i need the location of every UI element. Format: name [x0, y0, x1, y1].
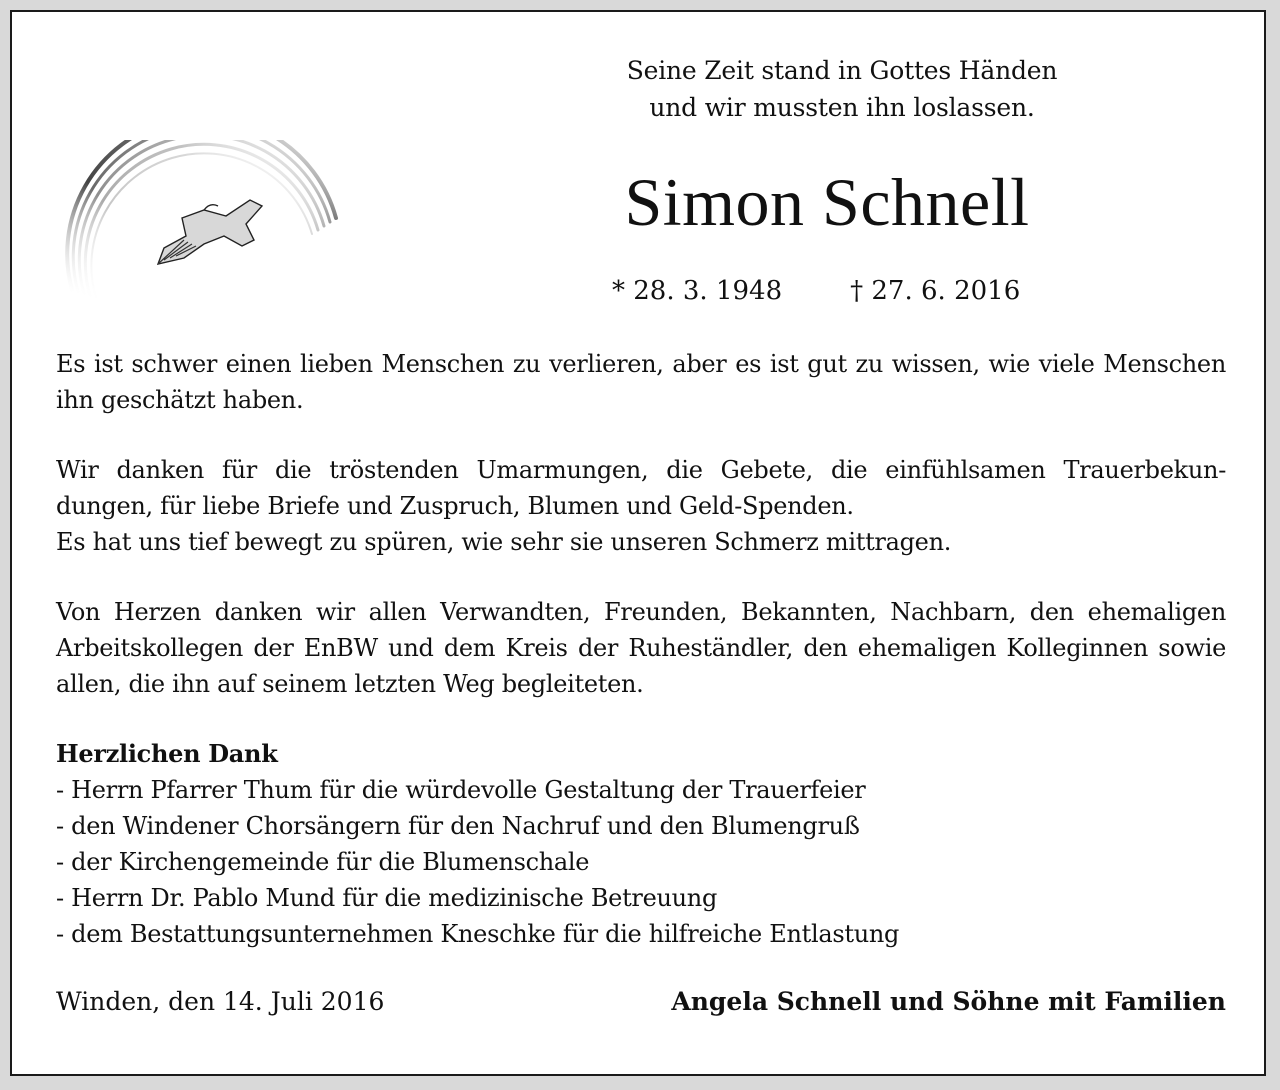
thanks-list [56, 736, 1226, 952]
place-date: Winden, den 14. Juli 2016 [56, 987, 385, 1016]
paragraph-line: dungen, für liebe Briefe und Zuspruch, Blumen und Geld-Spenden. [56, 492, 854, 520]
motto [532, 52, 1152, 126]
motto-line-1: Seine Zeit stand in Gottes Händen [626, 56, 1058, 85]
obituary-body [56, 346, 1226, 952]
paragraph-gratitude: Von Herzen danken wir allen Verwandten, Freunden, Bekannten, Nachbarn, den ehemaligen Arbeitskollegen der EnBW und dem Kreis der Ruheständler, den ehemaligen Kolleginnen sowie allen, die ihn auf seinem letzten Weg begleiteten. [56, 598, 1226, 698]
signature: Angela Schnell und Söhne mit Familien [671, 987, 1226, 1016]
deceased-name: Simon Schnell [624, 164, 1030, 240]
life-dates [612, 274, 1020, 308]
paragraph-line: Wir danken für die tröstenden Umarmungen, die Gebete, die einfühlsamen Trauerbekun- [56, 456, 1226, 484]
list-item: - Herrn Pfarrer Thum für die würdevolle Gestaltung der Trauerfeier [56, 776, 866, 804]
thanks-title: Herzlichen Dank [56, 739, 278, 768]
obituary-card [10, 10, 1266, 1076]
list-item: - der Kirchengemeinde für die Blumenschale [56, 848, 590, 876]
list-item: - Herrn Dr. Pablo Mund für die medizinische Betreuung [56, 884, 718, 912]
death-date: † 27. 6. 2016 [850, 276, 1021, 306]
paragraph-line: Es hat uns tief bewegt zu spüren, wie sehr sie unseren Schmerz mittragen. [56, 528, 952, 556]
paragraph-intro: Es ist schwer einen lieben Menschen zu verlieren, aber es ist gut zu wissen, wie viele Menschen ihn geschätzt haben. [56, 350, 1226, 414]
list-item: - dem Bestattungsunternehmen Kneschke für die hilfreiche Entlastung [56, 920, 900, 948]
birth-date: * 28. 3. 1948 [612, 276, 783, 306]
dove-rainbow-icon [54, 140, 344, 310]
dove-icon [158, 200, 262, 264]
footer [56, 984, 1226, 1020]
list-item: - den Windener Chorsängern für den Nachruf und den Blumengruß [56, 812, 860, 840]
motto-line-2: und wir mussten ihn loslassen. [649, 93, 1035, 122]
paragraph-thanks [56, 452, 1226, 560]
